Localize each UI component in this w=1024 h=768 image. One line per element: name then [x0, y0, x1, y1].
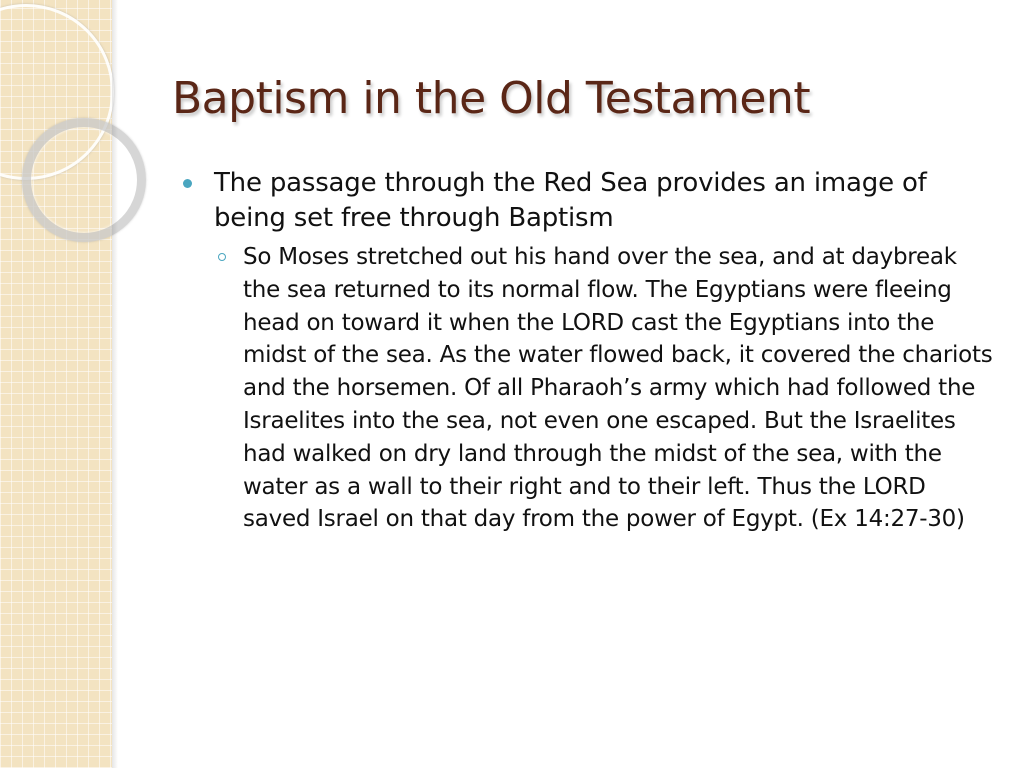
decorative-ring-small	[22, 118, 146, 242]
slide-body	[178, 166, 998, 536]
hollow-bullet-icon	[218, 253, 226, 261]
filled-bullet-icon	[183, 179, 192, 188]
sub-bullet-item	[213, 241, 995, 536]
side-panel-shadow	[112, 0, 118, 768]
sub-bullet-text: So Moses stretched out his hand over the sea, and at daybreak the sea returned to its normal flow. The Egyptians were fleeing head on toward it when the LORD cast the Egyptians into the midst of the sea. As the water flowed back, it covered the chariots and the horsemen. Of all Pharaoh’s army which had followed the Israelites into the sea, not even one escaped. But the Israelites had walked on dry land through the midst of the sea, with the water as a wall to their right and to their left. Thus the LORD saved Israel on that day from the power of Egypt. (Ex 14:27-30)	[243, 244, 993, 533]
decorative-side-panel	[0, 0, 112, 768]
bullet-text: The passage through the Red Sea provides an image of being set free through Baptism	[214, 168, 927, 233]
slide-title: Baptism in the Old Testament	[172, 73, 811, 124]
bullet-item	[178, 166, 934, 236]
